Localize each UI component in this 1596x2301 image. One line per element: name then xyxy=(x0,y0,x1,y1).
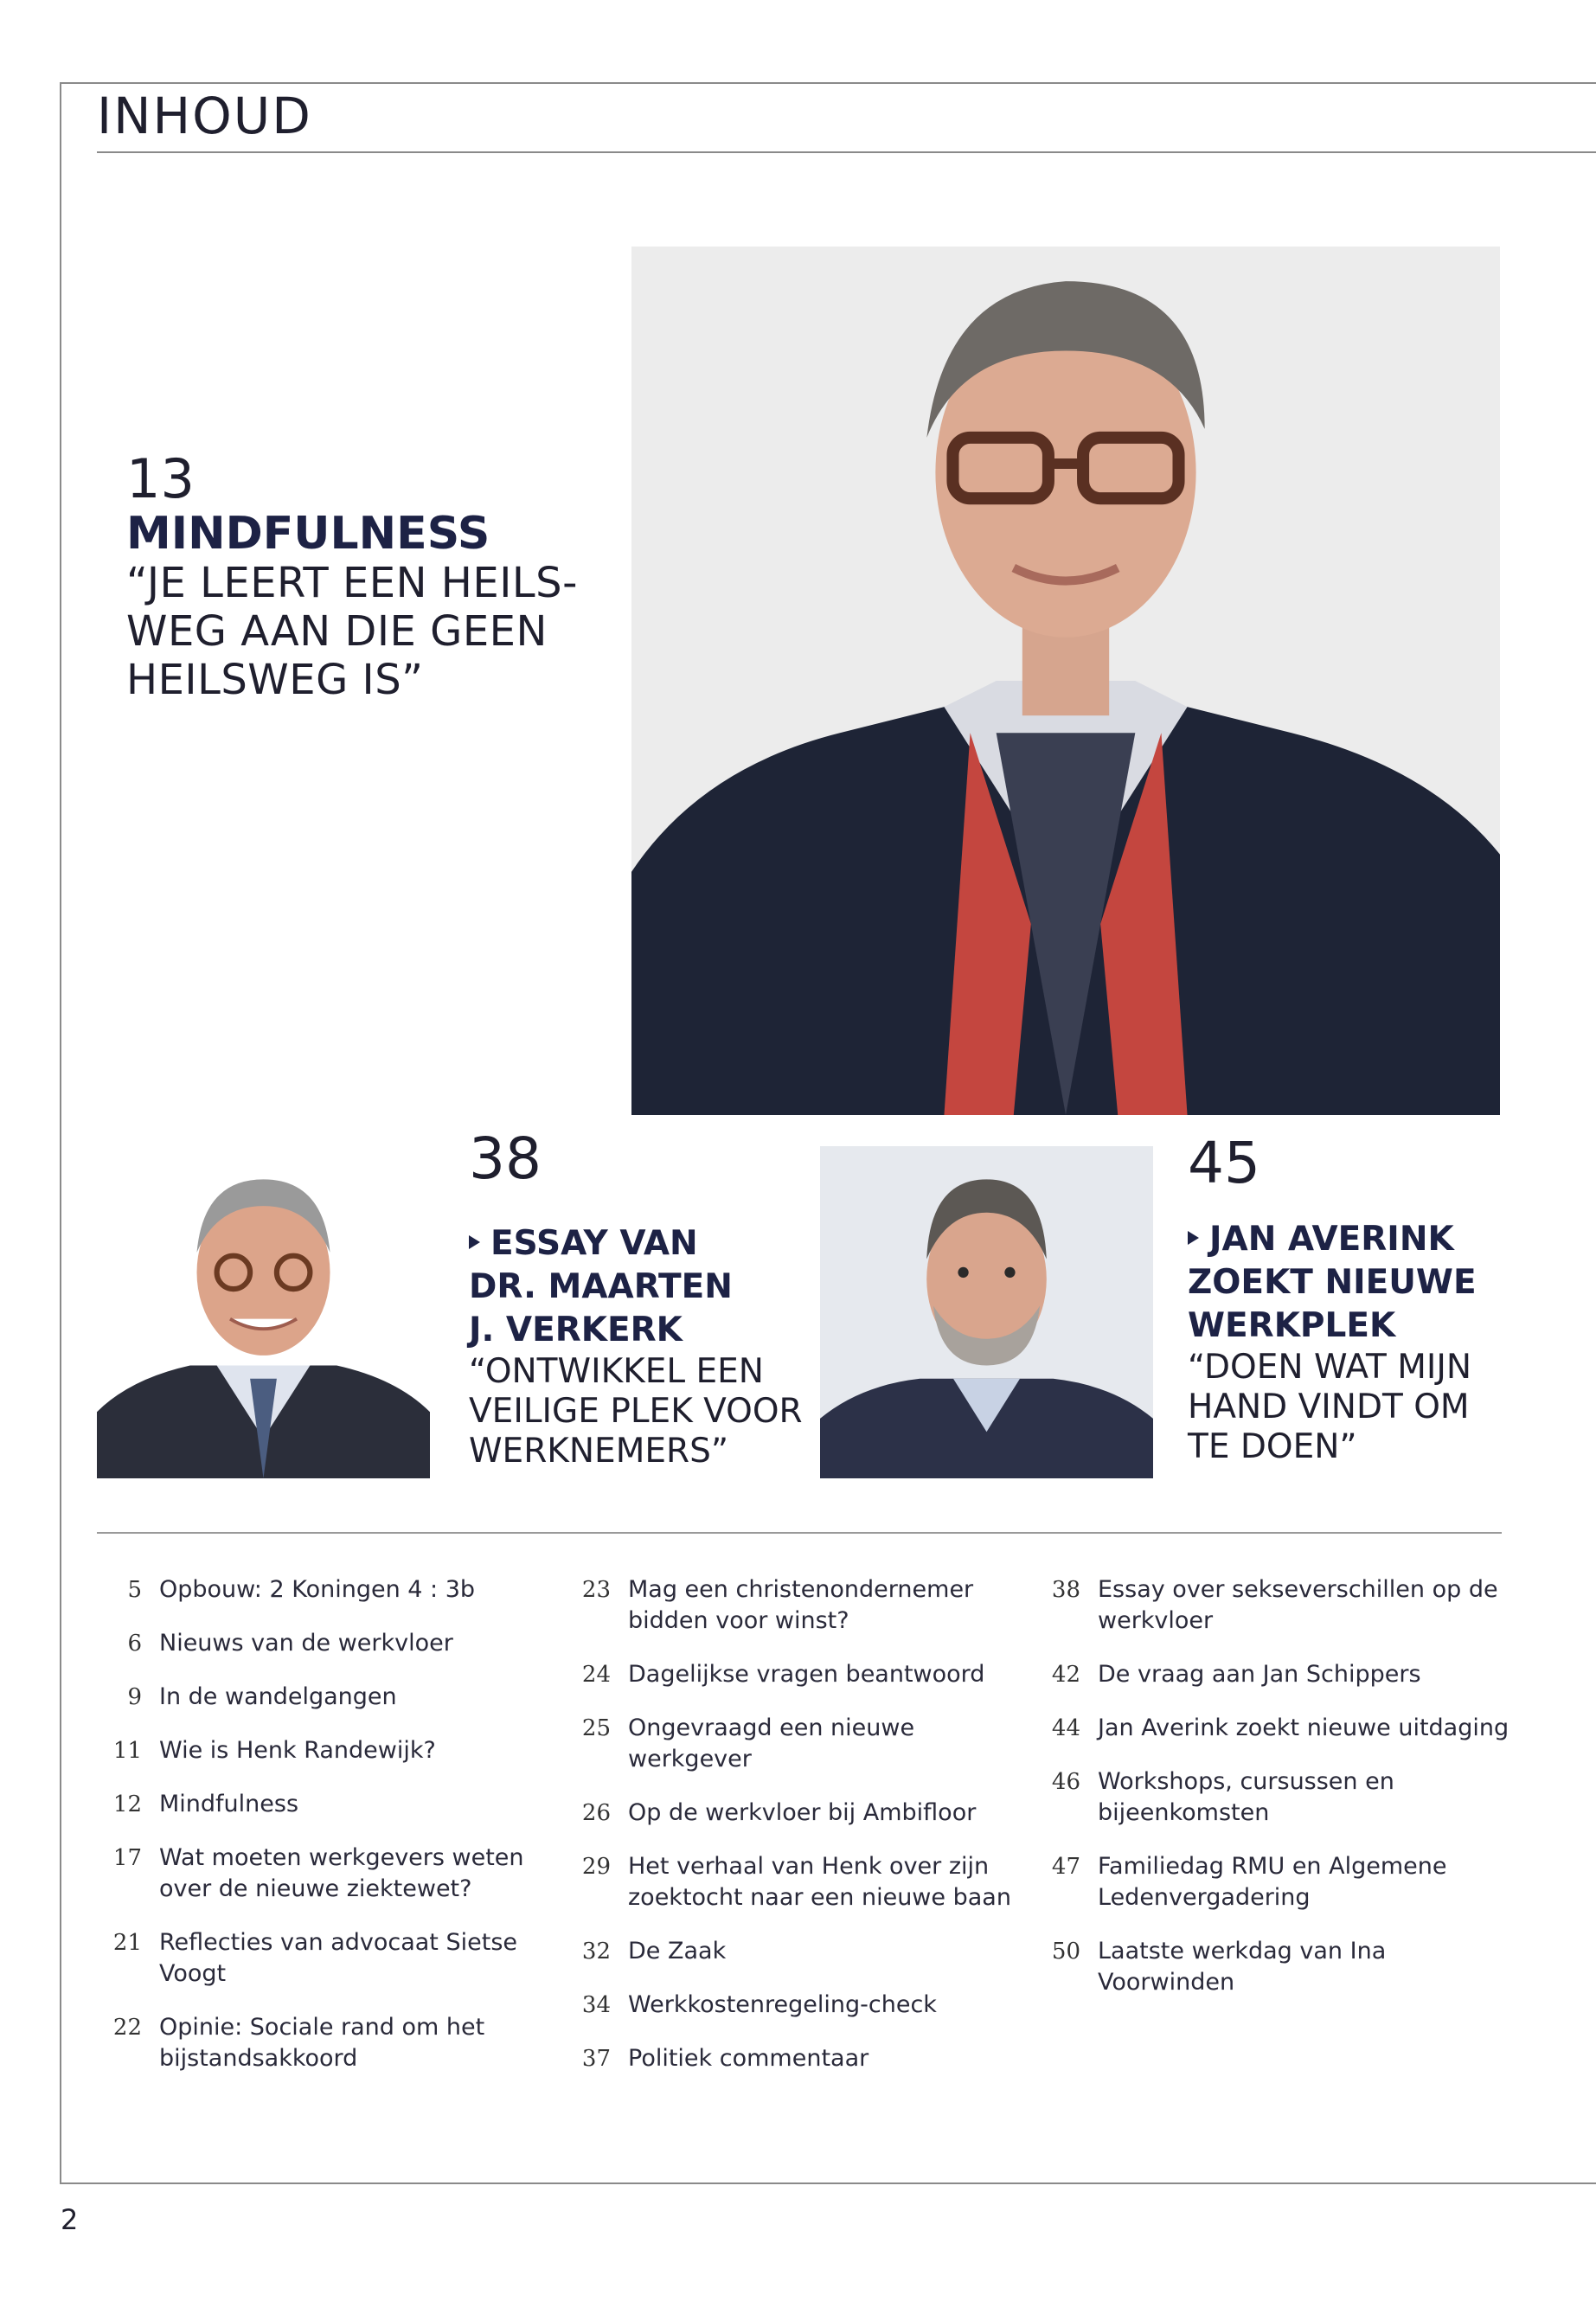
secondary-heading xyxy=(1188,1218,1534,1348)
toc-page-number: 24 xyxy=(581,1662,611,1688)
secondary-quote-line: “ONTWIKKEL EEN xyxy=(469,1352,764,1391)
secondary-quote xyxy=(1188,1348,1534,1467)
toc-item[interactable] xyxy=(571,1713,1038,1775)
secondary-quote-line: “DOEN WAT MIJN xyxy=(1188,1348,1472,1387)
toc-item[interactable] xyxy=(571,1936,1038,1967)
feature-quote-line: “JE LEERT EEN HEILS- xyxy=(126,559,578,607)
triangle-bullet-icon xyxy=(1188,1231,1199,1245)
toc-item[interactable] xyxy=(571,2043,1038,2074)
secondary-photo-verkerk[interactable] xyxy=(97,1146,430,1478)
toc-divider xyxy=(97,1532,1502,1534)
toc-item[interactable] xyxy=(102,1682,535,1713)
feature-photo[interactable] xyxy=(631,247,1500,1115)
secondary-heading xyxy=(469,1222,815,1352)
toc-item[interactable] xyxy=(571,1574,1038,1637)
toc-title: Het verhaal van Henk over zijn zoektocht naar een nieuwe baan xyxy=(628,1853,1011,1911)
toc-title: Essay over sekseverschillen op de werkvloer xyxy=(1098,1576,1498,1634)
toc-item[interactable] xyxy=(1041,1851,1525,1913)
toc-page-number: 25 xyxy=(581,1715,611,1741)
toc-title: De vraag aan Jan Schippers xyxy=(1098,1661,1421,1688)
toc-page-number: 5 xyxy=(127,1577,142,1603)
toc-page-number: 22 xyxy=(112,2015,142,2041)
secondary-quote xyxy=(469,1352,815,1471)
toc-title: Werkkostenregeling-check xyxy=(628,1991,937,2018)
secondary-page-number: 38 xyxy=(469,1125,542,1192)
feature-page-number: 13 xyxy=(126,447,195,510)
toc-page-number: 37 xyxy=(581,2046,611,2072)
toc-page-number: 34 xyxy=(581,1992,611,2018)
secondary-article-averink[interactable] xyxy=(1188,1130,1534,1467)
toc-item[interactable] xyxy=(571,1851,1038,1913)
toc-title: Jan Averink zoekt nieuwe uitdaging xyxy=(1098,1715,1509,1741)
page-number: 2 xyxy=(61,2203,79,2236)
toc-title: Familiedag RMU en Algemene Ledenvergadering xyxy=(1098,1853,1447,1911)
secondary-heading-line: J. VERKERK xyxy=(469,1311,683,1349)
toc-page-number: 12 xyxy=(112,1791,142,1817)
toc-page-number: 44 xyxy=(1051,1715,1080,1741)
secondary-quote-line: TE DOEN” xyxy=(1188,1427,1357,1466)
toc-column-1 xyxy=(102,1574,535,2097)
secondary-heading-line: DR. MAARTEN xyxy=(469,1267,733,1306)
toc-page-number: 29 xyxy=(581,1854,611,1880)
feature-heading: MINDFULNESS xyxy=(126,508,490,560)
feature-article[interactable] xyxy=(126,447,611,704)
feature-quote xyxy=(126,559,611,704)
toc-item[interactable] xyxy=(1041,1766,1525,1829)
toc-column-3 xyxy=(1041,1574,1525,2021)
toc-item[interactable] xyxy=(571,1659,1038,1690)
frame-top-border xyxy=(60,82,1596,84)
toc-page-number: 26 xyxy=(581,1800,611,1826)
toc-page-number: 17 xyxy=(112,1845,142,1871)
secondary-heading-line: ZOEKT NIEUWE xyxy=(1188,1263,1477,1302)
feature-quote-line: HEILSWEG IS” xyxy=(126,656,424,704)
secondary-quote-line: VEILIGE PLEK VOOR xyxy=(469,1392,803,1431)
secondary-photo-averink[interactable] xyxy=(820,1146,1153,1478)
toc-title: De Zaak xyxy=(628,1938,727,1965)
secondary-article-verkerk[interactable] xyxy=(469,1125,815,1471)
toc-title: Mindfulness xyxy=(159,1791,299,1817)
secondary-quote-line: WERKNEMERS” xyxy=(469,1432,729,1471)
toc-title: Politiek commentaar xyxy=(628,2045,869,2072)
toc-title: Wie is Henk Randewijk? xyxy=(159,1737,436,1764)
toc-item[interactable] xyxy=(102,1735,535,1766)
toc-item[interactable] xyxy=(1041,1659,1525,1690)
toc-item[interactable] xyxy=(1041,1574,1525,1637)
toc-title: Laatste werkdag van Ina Voorwinden xyxy=(1098,1938,1387,1996)
secondary-heading-line: WERKPLEK xyxy=(1188,1306,1396,1345)
frame-bottom-border xyxy=(60,2182,1596,2184)
toc-page-number: 50 xyxy=(1051,1939,1080,1965)
frame-left-border xyxy=(60,82,61,2184)
toc-title: In de wandelgangen xyxy=(159,1683,397,1710)
toc-title: Workshops, cursussen en bijeenkomsten xyxy=(1098,1768,1394,1826)
toc-title: Wat moeten werkgevers weten over de nieuwe ziektewet? xyxy=(159,1844,524,1902)
toc-page-number: 23 xyxy=(581,1577,611,1603)
toc-column-2 xyxy=(571,1574,1038,2097)
toc-item[interactable] xyxy=(571,1990,1038,2021)
triangle-bullet-icon xyxy=(469,1235,480,1249)
toc-title: Reflecties van advocaat Sietse Voogt xyxy=(159,1929,517,1987)
toc-page-number: 6 xyxy=(127,1631,142,1657)
secondary-heading-line: JAN AVERINK xyxy=(1209,1220,1454,1259)
secondary-page-number: 45 xyxy=(1188,1130,1260,1196)
toc-item[interactable] xyxy=(102,1843,535,1905)
toc-title: Mag een christenondernemer bidden voor winst? xyxy=(628,1576,974,1634)
secondary-heading-line: ESSAY VAN xyxy=(490,1224,698,1263)
toc-page-number: 21 xyxy=(112,1930,142,1956)
toc-item[interactable] xyxy=(102,1789,535,1820)
toc-item[interactable] xyxy=(571,1798,1038,1829)
toc-item[interactable] xyxy=(102,2012,535,2074)
toc-page-number: 11 xyxy=(112,1738,142,1764)
toc-item[interactable] xyxy=(1041,1936,1525,1998)
title-divider xyxy=(97,151,1596,153)
toc-title: Opinie: Sociale rand om het bijstandsakkoord xyxy=(159,2014,485,2072)
toc-page-number: 46 xyxy=(1051,1769,1080,1795)
secondary-quote-line: HAND VINDT OM xyxy=(1188,1388,1470,1426)
toc-item[interactable] xyxy=(102,1927,535,1990)
toc-title: Dagelijkse vragen beantwoord xyxy=(628,1661,985,1688)
toc-item[interactable] xyxy=(102,1628,535,1659)
toc-page-number: 47 xyxy=(1051,1854,1080,1880)
feature-quote-line: WEG AAN DIE GEEN xyxy=(126,607,548,656)
toc-title: Nieuws van de werkvloer xyxy=(159,1630,453,1657)
toc-item[interactable] xyxy=(1041,1713,1525,1744)
toc-page-number: 38 xyxy=(1051,1577,1080,1603)
toc-title: Op de werkvloer bij Ambifloor xyxy=(628,1799,977,1826)
toc-page-number: 42 xyxy=(1051,1662,1080,1688)
page-title: INHOUD xyxy=(97,87,312,145)
toc-title: Ongevraagd een nieuwe werkgever xyxy=(628,1715,915,1772)
toc-item[interactable] xyxy=(102,1574,535,1606)
toc-page-number: 9 xyxy=(127,1684,142,1710)
toc-title: Opbouw: 2 Koningen 4 : 3b xyxy=(159,1576,476,1603)
toc-page-number: 32 xyxy=(581,1939,611,1965)
